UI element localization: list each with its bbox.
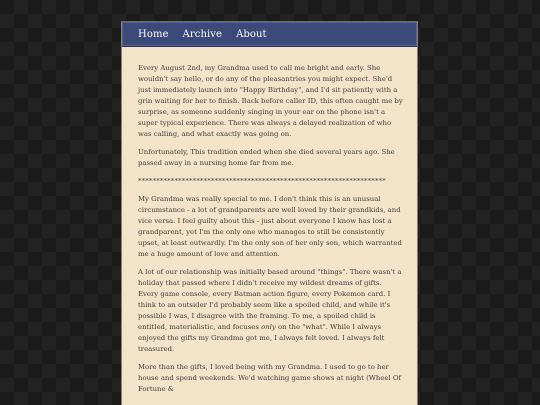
post-content (122, 47, 417, 395)
post-paragraph-2: Unfortunately, This tradition ended when she died several years ago. She passed away in a nursing home far from me. (138, 148, 395, 167)
post-paragraph-4 (138, 267, 403, 355)
nav-archive-link[interactable]: Archive (182, 28, 223, 40)
post-paragraph-4-end: on the "what". While I always enjoyed the gifts my Grandma got me, I always felt loved. I always felt treasured. (138, 323, 385, 353)
post-paragraph-4-emphasis: only (261, 323, 276, 331)
post-paragraph-5: More than the gifts, I loved being with my Grandma. I used to go to her house and spend weekends. We'd watching game shows at night (Wheel Of Fortune & (138, 363, 402, 393)
post-paragraph-4-start: A lot of our relationship was initially based around "things". There wasn't a holiday that passed where I didn't receive my wildest dreams of gifts. Every game console, every Batman action figure, every Pokemon card. I think to an outsider I'd probably seem like a spoiled child, and while it's possible I was, I disagree with the framing. To me, a spoiled child is entitled, materialistic, and focuses (138, 268, 402, 331)
nav-about-link[interactable]: About (236, 28, 267, 40)
nav-home-link[interactable]: Home (138, 28, 169, 40)
asterisk-divider: ******************************************************************** (138, 177, 386, 185)
post-paragraph-3: My Grandma was really special to me. I don't think this is an unusual circumstance - a lot of grandparents are well loved by their grandkids, and vice versa. I feel guilty about this - just about everyone I know has lost a grandparent, yet I'm the only one who manages to still be consistently upset, at least outwardly. I'm the only son of her only son, which warranted me a huge amount of love and attention. (138, 195, 402, 258)
post-page (121, 21, 418, 405)
top-nav (122, 22, 417, 47)
post-paragraph-1: Every August 2nd, my Grandma used to call me bright and early. She wouldn't say hello, or do any of the pleasantries you might expect. She'd just immediately launch into "Happy Birthday", and I'd sit patiently with a grin waiting for her to finish. Back before caller ID, this often caught me by surprise, as someone suddenly singing in your ear on the phone isn't a super typical experience. There was always a delayed realization of who was calling, and what exactly was going on. (138, 64, 403, 138)
